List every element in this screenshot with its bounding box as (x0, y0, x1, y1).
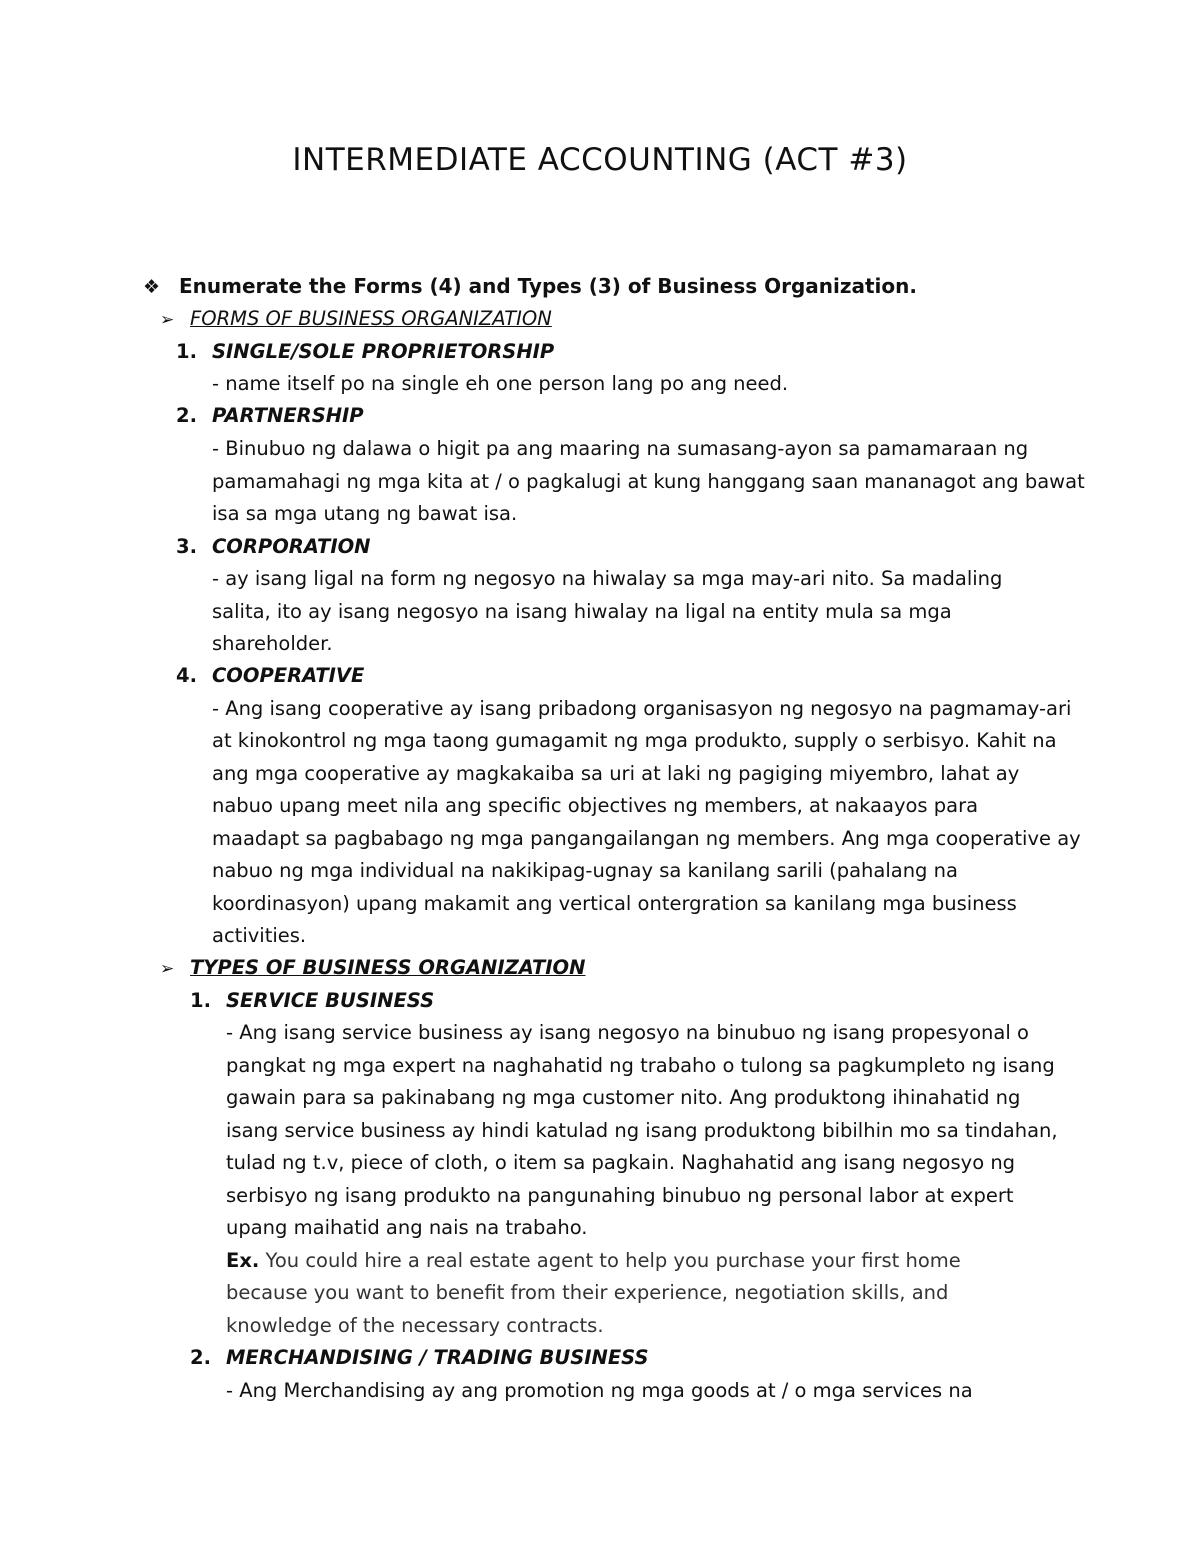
form-item-1-heading (176, 336, 554, 369)
type-item-1-line-6: serbisyo ng isang produkto na pangunahing binubuo ng personal labor at expert (226, 1184, 1014, 1207)
form-item-1-name: SINGLE/SOLE PROPRIETORSHIP (212, 340, 555, 363)
form-item-2-line-2: pamamahagi ng mga kita at / o pagkalugi at kung hanggang saan mananagot ang bawat (212, 470, 1085, 493)
example-text-1: You could hire a real estate agent to help you purchase your first home (265, 1249, 961, 1272)
form-item-1-line-1: - name itself po na single eh one person lang po ang need. (212, 372, 789, 395)
type-item-1-name: SERVICE BUSINESS (226, 989, 435, 1012)
type-item-2-heading (190, 1342, 649, 1375)
form-item-2-number: 2. (176, 404, 197, 427)
type-item-1-heading (190, 985, 434, 1018)
form-item-4-line-1: - Ang isang cooperative ay isang pribadong organisasyon ng negosyo na pagmamay-ari (212, 697, 1072, 720)
type-item-1-line-3: gawain para sa pakinabang ng mga customer nito. Ang produktong ihinahatid ng (226, 1086, 1021, 1109)
arrow-bullet-icon: ➢ (160, 310, 175, 330)
form-item-4-line-7: koordinasyon) upang makamit ang vertical ontergration sa kanilang mga business (212, 892, 1017, 915)
arrow-bullet-icon: ➢ (160, 959, 175, 979)
form-item-3-heading (176, 531, 370, 564)
form-item-4-name: COOPERATIVE (212, 664, 365, 687)
form-item-4-line-4: nabuo upang meet nila ang specific objectives ng members, at nakaayos para (212, 794, 979, 817)
type-item-2-name: MERCHANDISING / TRADING BUSINESS (226, 1346, 649, 1369)
form-item-1-number: 1. (176, 340, 197, 363)
forms-heading: FORMS OF BUSINESS ORGANIZATION (190, 307, 552, 330)
form-item-2-line-3: isa sa mga utang ng bawat isa. (212, 502, 518, 525)
form-item-4-line-5: maadapt sa pagbabago ng mga pangangailangan ng members. Ang mga cooperative ay (212, 827, 1081, 850)
type-item-2-line-1: - Ang Merchandising ay ang promotion ng mga goods at / o mga services na (226, 1379, 973, 1402)
form-item-3-number: 3. (176, 535, 197, 558)
type-item-1-number: 1. (190, 989, 211, 1012)
type-item-1-example-line-2: because you want to benefit from their experience, negotiation skills, and (226, 1281, 949, 1304)
question-text: Enumerate the Forms (4) and Types (3) of Business Organization. (179, 274, 917, 298)
type-item-1-line-7: upang maihatid ang nais na trabaho. (226, 1216, 588, 1239)
form-item-3-line-3: shareholder. (212, 632, 333, 655)
type-item-1-line-4: isang service business ay hindi katulad ng isang produktong bibilhin mo sa tindahan, (226, 1119, 1058, 1142)
form-item-4-line-3: ang mga cooperative ay magkakaiba sa uri at laki ng pagiging miyembro, lahat ay (212, 762, 1020, 785)
form-item-2-name: PARTNERSHIP (212, 404, 364, 427)
form-item-3-line-1: - ay isang ligal na form ng negosyo na hiwalay sa mga may-ari nito. Sa madaling (212, 567, 1003, 590)
type-item-1-line-1: - Ang isang service business ay isang negosyo na binubuo ng isang propesyonal o (226, 1021, 1029, 1044)
question-line (143, 270, 917, 304)
type-item-2-number: 2. (190, 1346, 211, 1369)
types-heading-line (160, 952, 585, 986)
form-item-2-line-1: - Binubuo ng dalawa o higit pa ang maaring na sumasang-ayon sa pamamaraan ng (212, 437, 1029, 460)
form-item-4-line-8: activities. (212, 924, 307, 947)
type-item-1-example-line-3: knowledge of the necessary contracts. (226, 1314, 604, 1337)
forms-heading-line (160, 303, 552, 337)
type-item-1-line-2: pangkat ng mga expert na naghahatid ng trabaho o tulong sa pagkumpleto ng isang (226, 1054, 1055, 1077)
form-item-4-line-2: at kinokontrol ng mga taong gumagamit ng mga produkto, supply o serbisyo. Kahit na (212, 729, 1057, 752)
form-item-3-name: CORPORATION (212, 535, 371, 558)
types-heading: TYPES OF BUSINESS ORGANIZATION (190, 956, 586, 979)
form-item-3-line-2: salita, ito ay isang negosyo na isang hiwalay na ligal na entity mula sa mga (212, 600, 952, 623)
diamond-bullet-icon: ❖ (143, 276, 161, 298)
form-item-2-heading (176, 400, 364, 433)
type-item-1-line-5: tulad ng t.v, piece of cloth, o item sa pagkain. Naghahatid ang isang negosyo ng (226, 1151, 1016, 1174)
form-item-4-line-6: nabuo ng mga individual na nakikipag-ugnay sa kanilang sarili (pahalang na (212, 859, 958, 882)
form-item-4-heading (176, 660, 364, 693)
page-title: INTERMEDIATE ACCOUNTING (ACT #3) (292, 142, 908, 178)
type-item-1-example-line-1 (226, 1245, 961, 1278)
example-label: Ex. (226, 1249, 260, 1272)
form-item-4-number: 4. (176, 664, 197, 687)
